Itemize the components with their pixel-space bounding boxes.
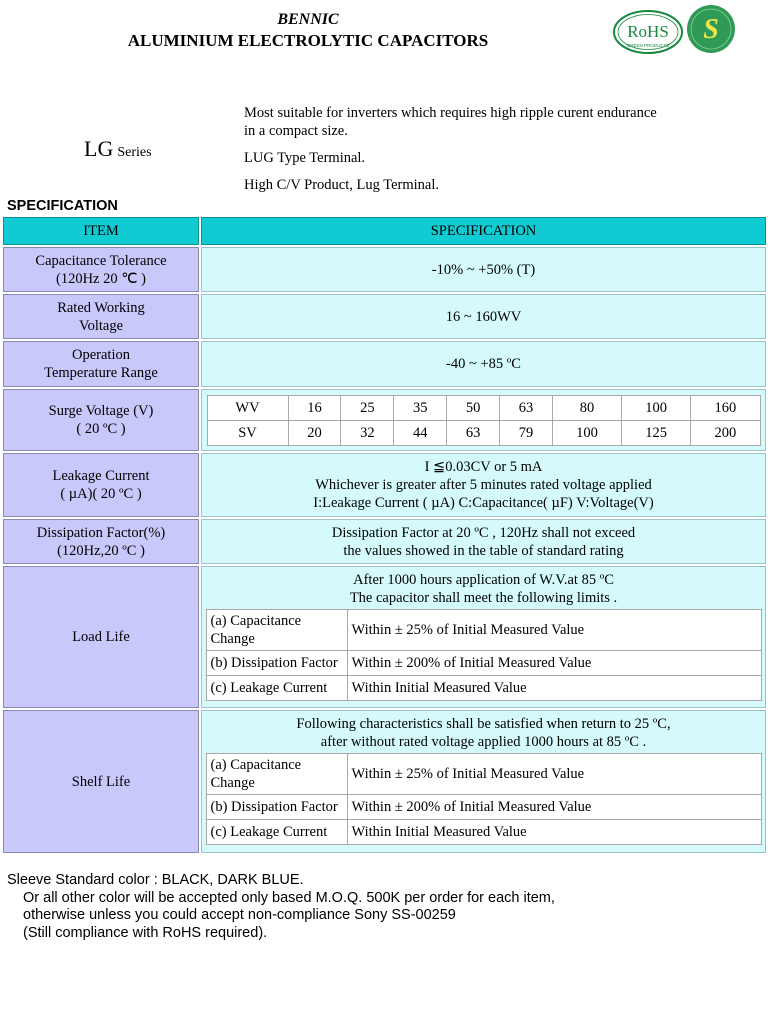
surge-voltage-table xyxy=(207,395,761,446)
wv-cell: 80 xyxy=(552,395,621,420)
sv-cell: 79 xyxy=(500,420,553,445)
sv-cell: 20 xyxy=(288,420,341,445)
spec-line: After 1000 hours application of W.V.at 85 ºC xyxy=(353,572,614,588)
item-label: Temperature Range xyxy=(44,365,158,381)
spec-line: after without rated voltage applied 1000 hours at 85 ºC . xyxy=(320,734,647,750)
spec-line: Following characteristics shall be satisfied when return to 25 ºC, xyxy=(296,716,671,732)
svg-text:RoHS: RoHS xyxy=(627,22,669,41)
limit-value: Within ± 200% of Initial Measured Value xyxy=(347,795,761,820)
table-row xyxy=(206,610,761,651)
limit-name: (c) Leakage Current xyxy=(206,676,347,701)
wv-cell: 100 xyxy=(622,395,691,420)
sv-cell: 100 xyxy=(552,420,621,445)
row-dissipation-spec xyxy=(201,519,766,564)
row-dissipation-item xyxy=(3,519,199,564)
row-load-life-item xyxy=(3,566,199,708)
svg-text:GREEN PRODUCTS: GREEN PRODUCTS xyxy=(626,43,670,48)
spec-line: The capacitor shall meet the following limits . xyxy=(349,590,618,606)
sv-cell: 125 xyxy=(622,420,691,445)
load-life-limits-table xyxy=(206,609,762,701)
series-label xyxy=(84,136,152,162)
item-label: Shelf Life xyxy=(71,773,131,790)
footer-notes xyxy=(7,872,555,942)
item-label: Load Life xyxy=(72,629,130,645)
item-label: Surge Voltage (V) xyxy=(48,403,154,419)
limit-name: (b) Dissipation Factor xyxy=(206,795,347,820)
limit-name: (b) Dissipation Factor xyxy=(206,651,347,676)
row-capacitance-item xyxy=(3,247,199,292)
wv-cell: 63 xyxy=(500,395,553,420)
series-code: LG xyxy=(84,136,114,161)
green-product-logo xyxy=(686,4,736,54)
row-leakage-item xyxy=(3,453,199,517)
footer-line: Sleeve Standard color : BLACK, DARK BLUE. xyxy=(7,872,304,888)
item-label: Capacitance Tolerance xyxy=(35,252,167,269)
row-temperature-spec xyxy=(201,341,766,387)
row-load-life-spec xyxy=(201,566,766,708)
item-label: (120Hz 20 ℃ ) xyxy=(56,270,146,287)
item-label: ( 20 ºC ) xyxy=(76,421,126,437)
table-row xyxy=(207,395,760,420)
limit-value: Within Initial Measured Value xyxy=(347,676,761,701)
footer-line: Or all other color will be accepted only based M.O.Q. 500K per order for each item, xyxy=(23,889,555,906)
row-surge-item xyxy=(3,389,199,451)
shelf-life-limits-table xyxy=(206,753,762,845)
spec-line: Whichever is greater after 5 minutes rated voltage applied xyxy=(315,477,652,493)
spec-line: the values showed in the table of standard rating xyxy=(343,542,624,559)
table-row xyxy=(206,820,761,845)
footer-line: (Still compliance with RoHS required). xyxy=(23,924,268,941)
sv-label: SV xyxy=(207,420,288,445)
table-row xyxy=(206,651,761,676)
wv-label: WV xyxy=(207,395,288,420)
sv-cell: 44 xyxy=(394,420,447,445)
limit-value: Within Initial Measured Value xyxy=(347,820,761,845)
sv-cell: 200 xyxy=(691,420,760,445)
intro-line-2: LUG Type Terminal. xyxy=(244,150,366,166)
wv-cell: 16 xyxy=(288,395,341,420)
series-word: Series xyxy=(117,145,152,160)
spec-line: I ≦0.03CV or 5 mA xyxy=(424,459,543,475)
item-label: (120Hz,20 ºC ) xyxy=(57,542,145,559)
row-capacitance-spec xyxy=(201,247,766,292)
limit-name: (c) Leakage Current xyxy=(206,820,347,845)
table-row xyxy=(206,754,761,795)
sv-cell: 63 xyxy=(447,420,500,445)
spec-value: -40 ~ +85 ºC xyxy=(446,356,521,372)
rohs-logo xyxy=(612,9,684,55)
wv-cell: 35 xyxy=(394,395,447,420)
row-shelf-life-spec xyxy=(201,710,766,853)
limit-value: Within ± 25% of Initial Measured Value xyxy=(347,610,761,651)
limit-value: Within ± 200% of Initial Measured Value xyxy=(347,651,761,676)
table-header-item-label: ITEM xyxy=(83,223,119,239)
spec-line: Dissipation Factor at 20 ºC , 120Hz shall not exceed xyxy=(331,524,636,541)
row-surge-spec xyxy=(201,389,766,451)
item-label: ( µA)( 20 ºC ) xyxy=(60,486,142,502)
intro-line-3: High C/V Product, Lug Terminal. xyxy=(244,177,439,193)
table-row xyxy=(206,676,761,701)
limit-name: (a) Capacitance Change xyxy=(206,754,347,795)
row-shelf-life-item xyxy=(3,710,199,853)
wv-cell: 50 xyxy=(447,395,500,420)
spec-line: I:Leakage Current ( µA) C:Capacitance( µF) V:Voltage(V) xyxy=(313,495,654,511)
table-row xyxy=(207,420,760,445)
table-header-item xyxy=(3,217,199,245)
spec-value: 16 ~ 160WV xyxy=(445,308,522,325)
document-title: ALUMINIUM ELECTROLYTIC CAPACITORS xyxy=(127,31,489,50)
item-label: Rated Working xyxy=(57,299,145,316)
row-voltage-item xyxy=(3,294,199,339)
row-temperature-item xyxy=(3,341,199,387)
table-header-specification-label: SPECIFICATION xyxy=(430,223,537,239)
wv-cell: 25 xyxy=(341,395,394,420)
table-row xyxy=(206,795,761,820)
brand-name: BENNIC xyxy=(277,11,339,28)
sv-cell: 32 xyxy=(341,420,394,445)
limit-name: (a) Capacitance Change xyxy=(206,610,347,651)
limit-value: Within ± 25% of Initial Measured Value xyxy=(347,754,761,795)
item-label: Operation xyxy=(72,347,130,363)
item-label: Voltage xyxy=(78,317,123,334)
footer-line: otherwise unless you could accept non-compliance Sony SS-00259 xyxy=(23,907,456,923)
row-leakage-spec xyxy=(201,453,766,517)
spec-value: -10% ~ +50% (T) xyxy=(431,261,536,278)
intro-line-1: Most suitable for inverters which requires high ripple curent endurance in a compact size. xyxy=(244,105,657,139)
wv-cell: 160 xyxy=(691,395,760,420)
row-voltage-spec xyxy=(201,294,766,339)
specification-heading: SPECIFICATION xyxy=(7,198,118,214)
svg-text:S: S xyxy=(703,14,719,45)
item-label: Leakage Current xyxy=(52,468,150,484)
item-label: Dissipation Factor(%) xyxy=(36,524,166,541)
table-header-specification xyxy=(201,217,766,245)
